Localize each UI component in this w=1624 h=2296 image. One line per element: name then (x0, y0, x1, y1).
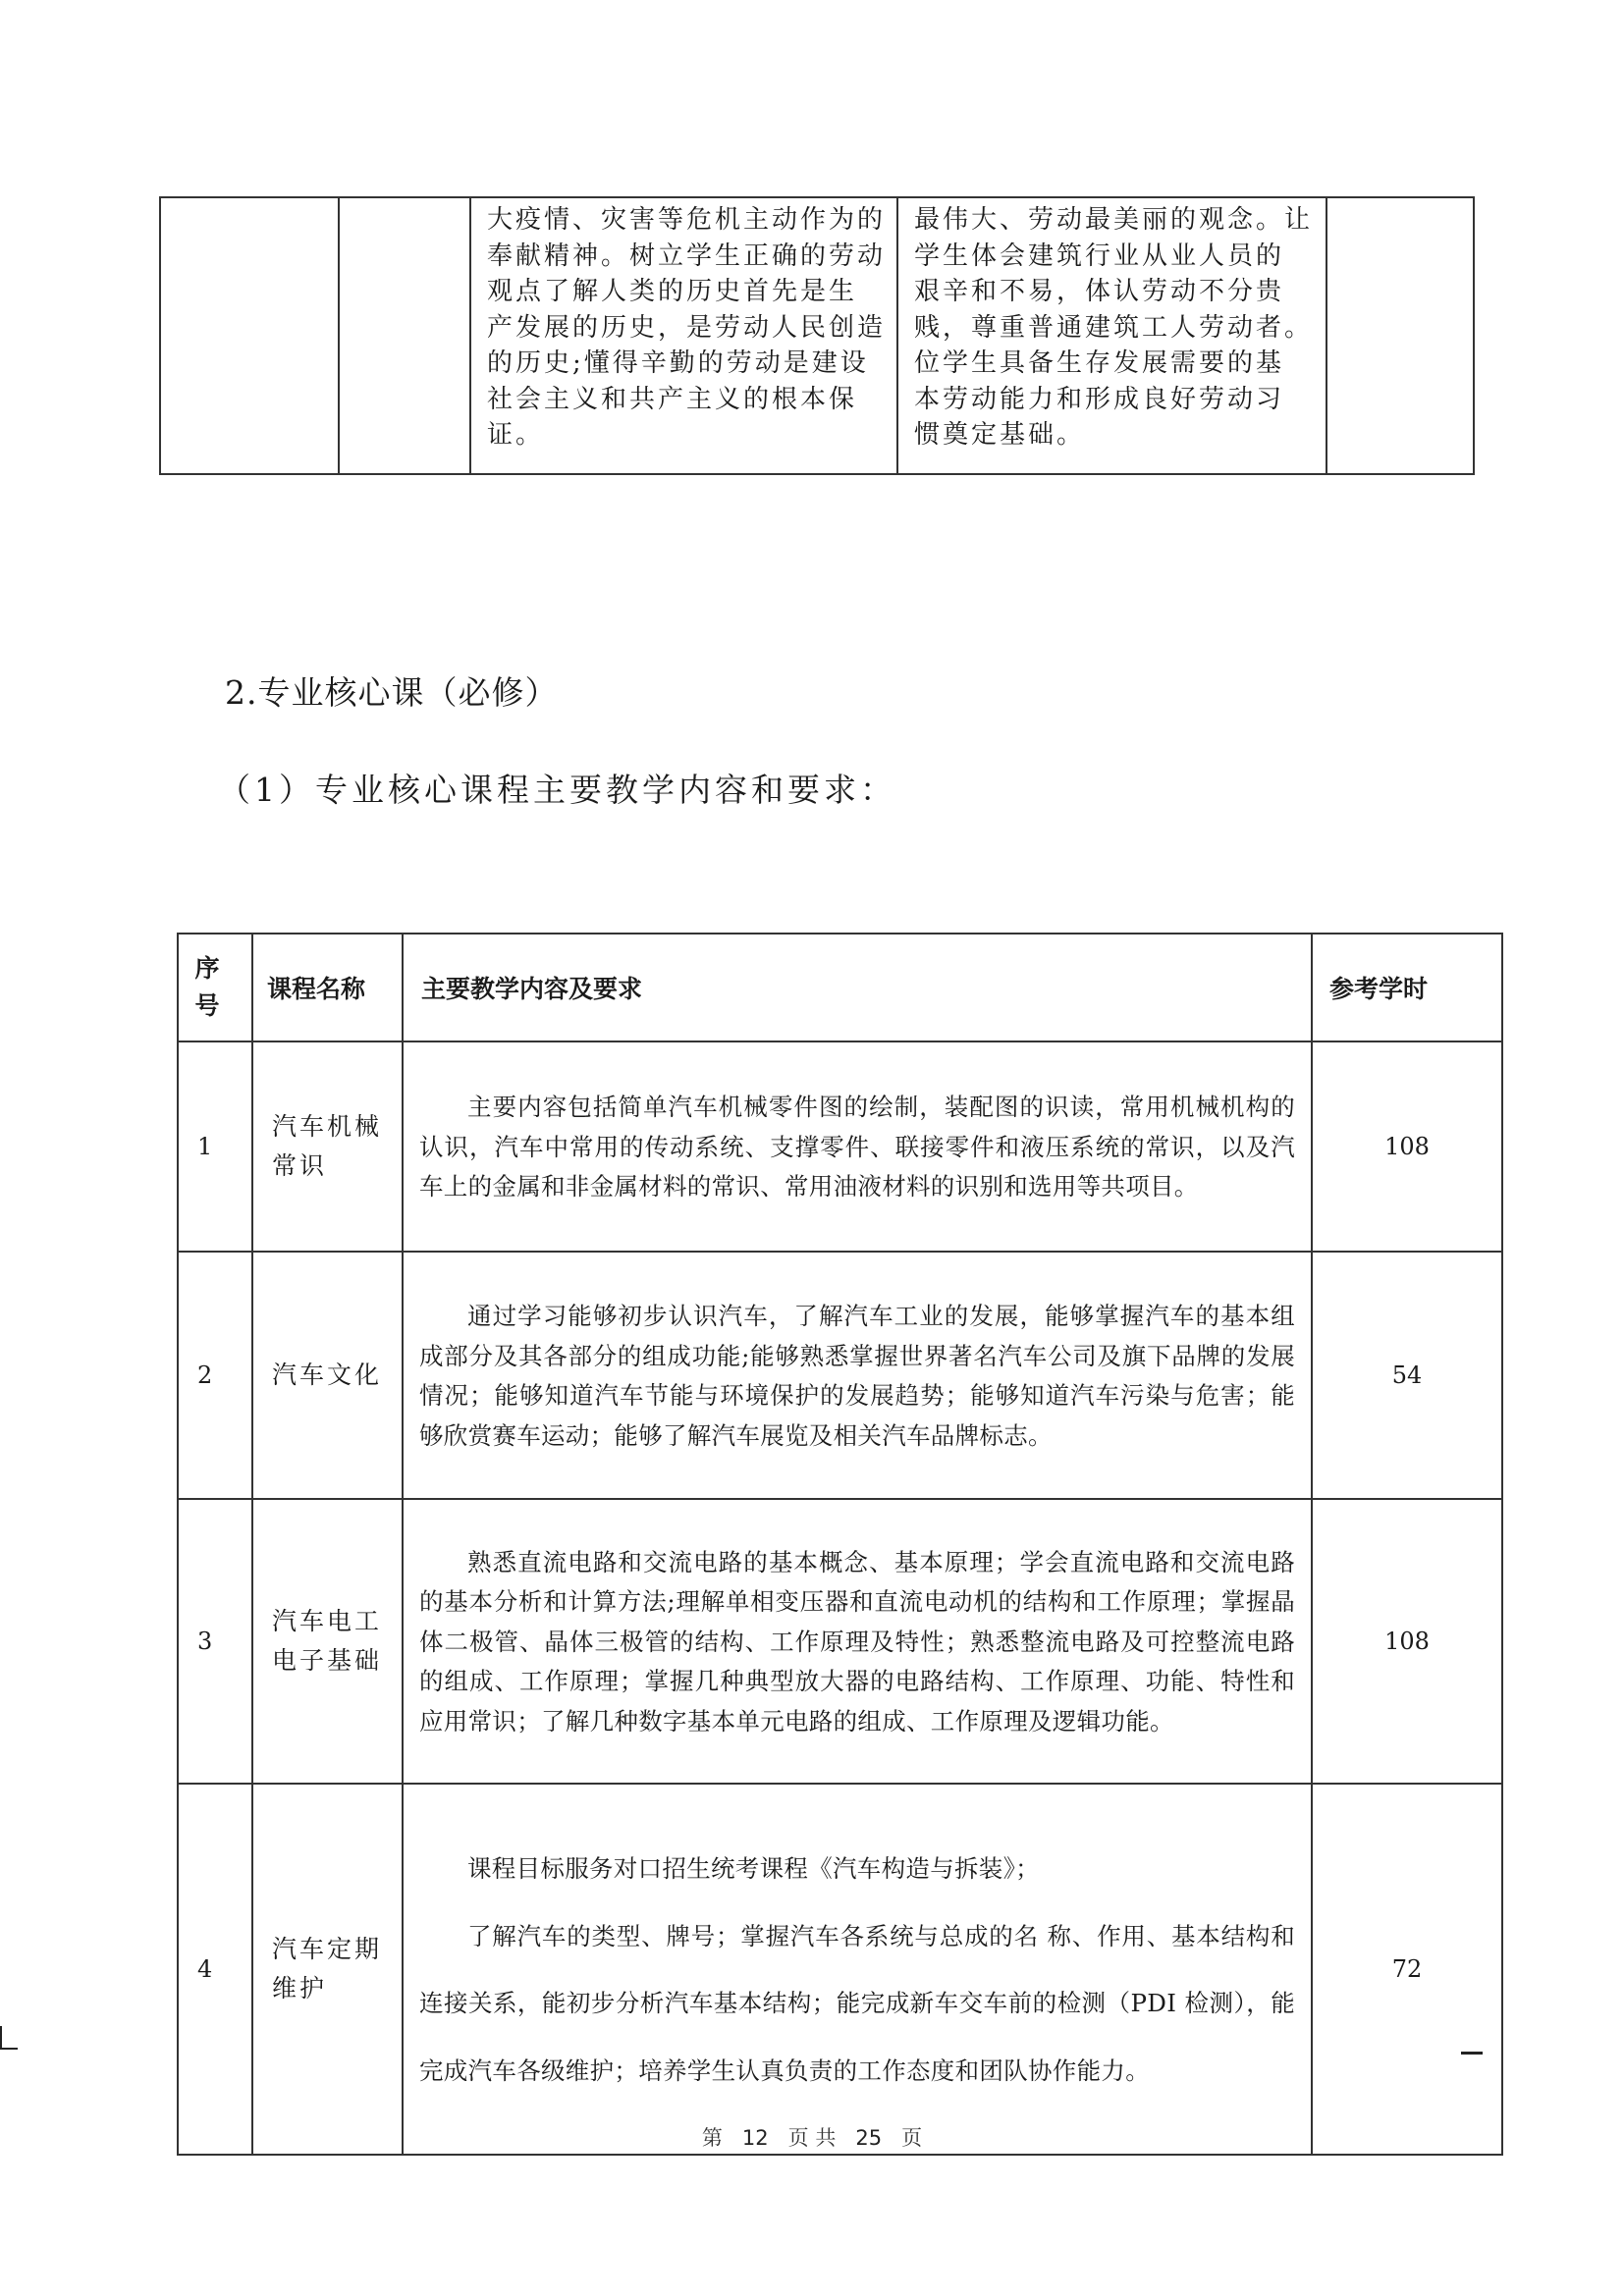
header-hours: 参考学时 (1312, 934, 1502, 1041)
continuation-row (160, 197, 1474, 474)
core-course-table (177, 933, 1503, 2156)
goal-text: 大疫情、灾害等危机主动作为的 奉献精神。树立学生正确的劳动 观点了解人类的历史首先是生 产发展的历史，是劳动人民创造 的历史;懂得辛勤的劳动是建设 社会主义和共产主义的根本保 证。 (487, 205, 887, 450)
empty-cell (1326, 197, 1474, 474)
table-header-row (178, 934, 1502, 1041)
crop-mark-right (1461, 2052, 1483, 2055)
course-content (403, 1784, 1312, 2155)
content-paragraph: 了解汽车的类型、牌号；掌握汽车各系统与总成的名 称、作用、基本结构和连接关系，能初步分析汽车基本结构；能完成新车交车前的检测（PDI 检测），能完成汽车各级维护；培养学生认真负责的工作态度和团队协作能力。 (419, 1921, 1295, 2085)
table-row (178, 1252, 1502, 1499)
page-footer (0, 2122, 1624, 2152)
header-content: 主要教学内容及要求 (403, 934, 1312, 1041)
content-paragraph: 课程目标服务对口招生统考课程《汽车构造与拆装》； (467, 1854, 1040, 1883)
row-index: 3 (178, 1499, 252, 1784)
course-name: 汽车定期维护 (252, 1784, 403, 2155)
table-row (178, 1499, 1502, 1784)
content-paragraph: 熟悉直流电路和交流电路的基本概念、基本原理；学会直流电路和交流电路的基本分析和计算方法;理解单相变压器和直流电动机的结构和工作原理；掌握晶体二极管、晶体三极管的结构、工作原理及特性；熟悉整流电路及可控整流电路的组成、工作原理；掌握几种典型放大器的电路结构、工作原理、功能、特性和应用常识；了解几种数字基本单元电路的组成、工作原理及逻辑功能。 (419, 1547, 1295, 1735)
table-row (178, 1041, 1502, 1252)
current-page-number: 12 (741, 2126, 769, 2150)
row-index: 2 (178, 1252, 252, 1499)
goal-text-cell (470, 197, 897, 474)
course-content (403, 1041, 1312, 1252)
empty-cell (160, 197, 339, 474)
content-paragraph: 通过学习能够初步认识汽车，了解汽车工业的发展，能够掌握汽车的基本组成部分及其各部分的组成功能;能够熟悉掌握世界著名汽车公司及旗下品牌的发展情况；能够知道汽车节能与环境保护的发展趋势；能够知道汽车污染与危害；能够欣赏赛车运动；能够了解汽车展览及相关汽车品牌标志。 (419, 1302, 1295, 1450)
footer-middle: 页 共 (787, 2126, 837, 2150)
section-heading: 2.专业核心课（必修） (225, 673, 559, 712)
total-pages: 25 (855, 2126, 883, 2150)
subsection-heading: （1）专业核心课程主要教学内容和要求： (218, 771, 896, 809)
header-course-name: 课程名称 (252, 934, 403, 1041)
row-index: 4 (178, 1784, 252, 2155)
content-paragraph: 主要内容包括简单汽车机械零件图的绘制，装配图的识读，常用机械机构的认识，汽车中常用的传动系统、支撑零件、联接零件和液压系统的常识，以及汽车上的金属和非金属材料的常识、常用油液材料的识别和选用等共项目。 (419, 1093, 1295, 1201)
row-index: 1 (178, 1041, 252, 1252)
requirement-text-cell (897, 197, 1326, 474)
course-name: 汽车机械常识 (252, 1041, 403, 1252)
course-hours: 108 (1312, 1499, 1502, 1784)
footer-suffix: 页 (901, 2126, 923, 2150)
course-content (403, 1252, 1312, 1499)
course-hours: 108 (1312, 1041, 1502, 1252)
continuation-table (159, 196, 1475, 475)
empty-cell (339, 197, 470, 474)
requirement-text: 最伟大、劳动最美丽的观念。让 学生体会建筑行业从业人员的 艰辛和不易，体认劳动不分贵 贱，尊重普通建筑工人劳动者。 位学生具备生存发展需要的基 本劳动能力和形成良好劳动习 惯奠定基础。 (914, 205, 1314, 450)
table-row (178, 1784, 1502, 2155)
header-index: 序号 (178, 934, 252, 1041)
course-hours: 54 (1312, 1252, 1502, 1499)
course-name: 汽车电工电子基础 (252, 1499, 403, 1784)
footer-prefix: 第 (701, 2126, 723, 2150)
course-name: 汽车文化 (252, 1252, 403, 1499)
crop-mark-left (0, 2026, 18, 2050)
course-content (403, 1499, 1312, 1784)
course-hours: 72 (1312, 1784, 1502, 2155)
